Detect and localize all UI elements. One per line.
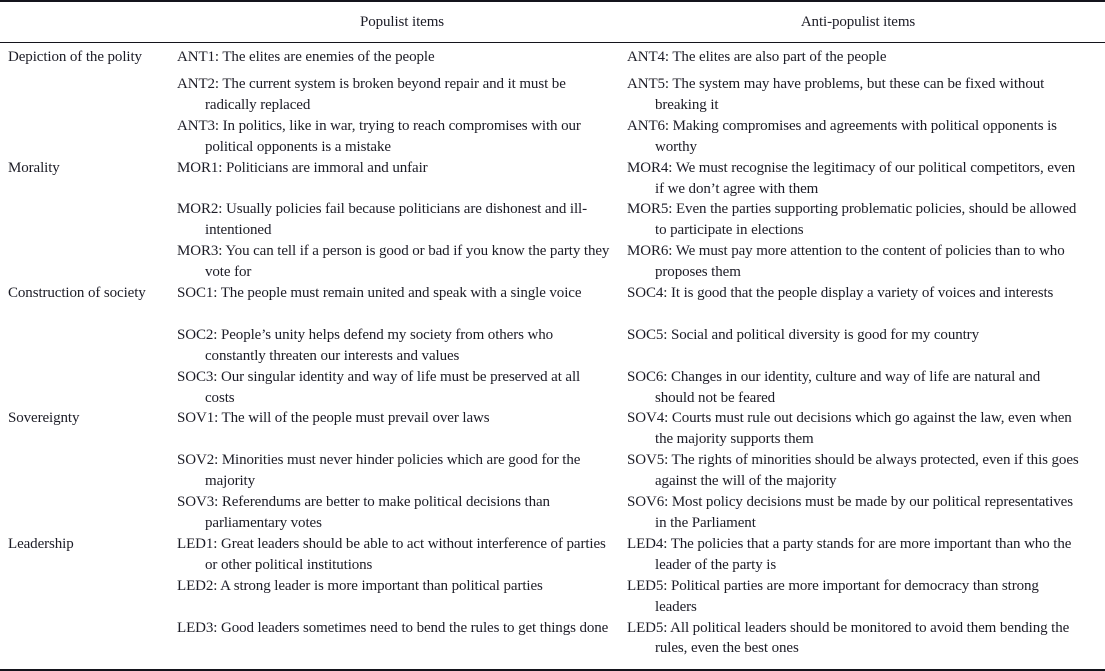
table-row [0,116,1105,158]
anti-populist-item-cell: SOC4: It is good that the people display a variety of voices and interests [627,285,1054,302]
header-populist-items: Populist items [359,13,445,30]
populist-item-cell: SOV3: Referendums are better to make political decisions than parliamentary votes [177,494,550,532]
anti-populist-item-cell: LED5: All political leaders should be monitored to avoid them bending the rules, even the best ones [627,619,1070,657]
anti-populist-item-cell: MOR6: We must pay more attention to the content of policies than to who proposes them [627,243,1065,281]
category-cell: Depiction of the polity [8,49,142,65]
anti-populist-item-cell: SOV4: Courts must rule out decisions which go against the law, even when the majority supports them [627,410,1072,448]
table-row [0,325,1105,367]
table-row [0,408,1105,450]
populist-item-cell: SOC1: The people must remain united and speak with a single voice [177,285,582,302]
anti-populist-item-cell: SOC5: Social and political diversity is good for my country [627,326,979,343]
table-row [0,367,1105,409]
anti-populist-item-cell: SOV5: The rights of minorities should be always protected, even if this goes against the will of the majority [627,452,1079,490]
category-cell: Leadership [8,535,74,552]
populist-item-cell: SOC3: Our singular identity and way of life must be preserved at all costs [177,368,581,406]
populist-item-cell: SOC2: People’s unity helps defend my society from others who constantly threaten our interests and values [177,326,554,364]
table-row [0,158,1105,200]
table-row [0,199,1105,241]
table-row [0,74,1105,116]
table-row [0,241,1105,283]
anti-populist-item-cell: LED5: Political parties are more important for democracy than strong leaders [627,577,1039,615]
anti-populist-item-cell: MOR5: Even the parties supporting problematic policies, should be allowed to participate in elections [627,201,1077,239]
populist-item-cell: ANT3: In politics, like in war, trying to reach compromises with our political opponents is a mistake [177,117,581,155]
table-row [0,492,1105,534]
table-header-row [0,2,1105,42]
anti-populist-item-cell: LED4: The policies that a party stands for are more important than who the leader of the party is [627,535,1072,573]
populist-item-cell: ANT1: The elites are enemies of the people [177,49,435,65]
table-row [0,283,1105,325]
anti-populist-item-cell: ANT4: The elites are also part of the people [627,49,887,65]
populist-item-cell: LED2: A strong leader is more important than political parties [177,577,543,594]
anti-populist-item-cell: SOC6: Changes in our identity, culture and way of life are natural and should not be feared [627,368,1041,406]
anti-populist-item-cell: ANT5: The system may have problems, but these can be fixed without breaking it [627,76,1045,113]
populist-item-cell: MOR1: Politicians are immoral and unfair [177,159,428,176]
anti-populist-item-cell: SOV6: Most policy decisions must be made by our political representatives in the Parliament [627,494,1073,532]
anti-populist-item-cell: ANT6: Making compromises and agreements with political opponents is worthy [627,117,1057,155]
header-anti-populist-items: Anti-populist items [800,13,916,30]
table-row [0,618,1105,660]
category-cell: Morality [8,159,60,176]
populist-item-cell: SOV1: The will of the people must prevail over laws [177,410,490,427]
table-body [0,43,1105,669]
table-row [0,576,1105,618]
populist-item-cell: SOV2: Minorities must never hinder policies which are good for the majority [177,452,581,490]
populist-item-cell: LED1: Great leaders should be able to act without interference of parties or other political institutions [177,535,606,573]
populist-item-cell: MOR3: You can tell if a person is good or bad if you know the party they vote for [177,243,610,281]
table-row [0,534,1105,576]
populist-item-cell: LED3: Good leaders sometimes need to bend the rules to get things done [177,619,609,636]
category-cell: Construction of society [8,285,146,302]
table-row [0,450,1105,492]
populist-item-cell: MOR2: Usually policies fail because politicians are dishonest and ill-intentioned [177,201,587,239]
anti-populist-item-cell: MOR4: We must recognise the legitimacy of our political competitors, even if we don’t agree with them [627,159,1076,197]
table-row [0,47,1105,74]
category-cell: Sovereignty [8,410,80,427]
populist-item-cell: ANT2: The current system is broken beyond repair and it must be radically replaced [177,76,566,113]
